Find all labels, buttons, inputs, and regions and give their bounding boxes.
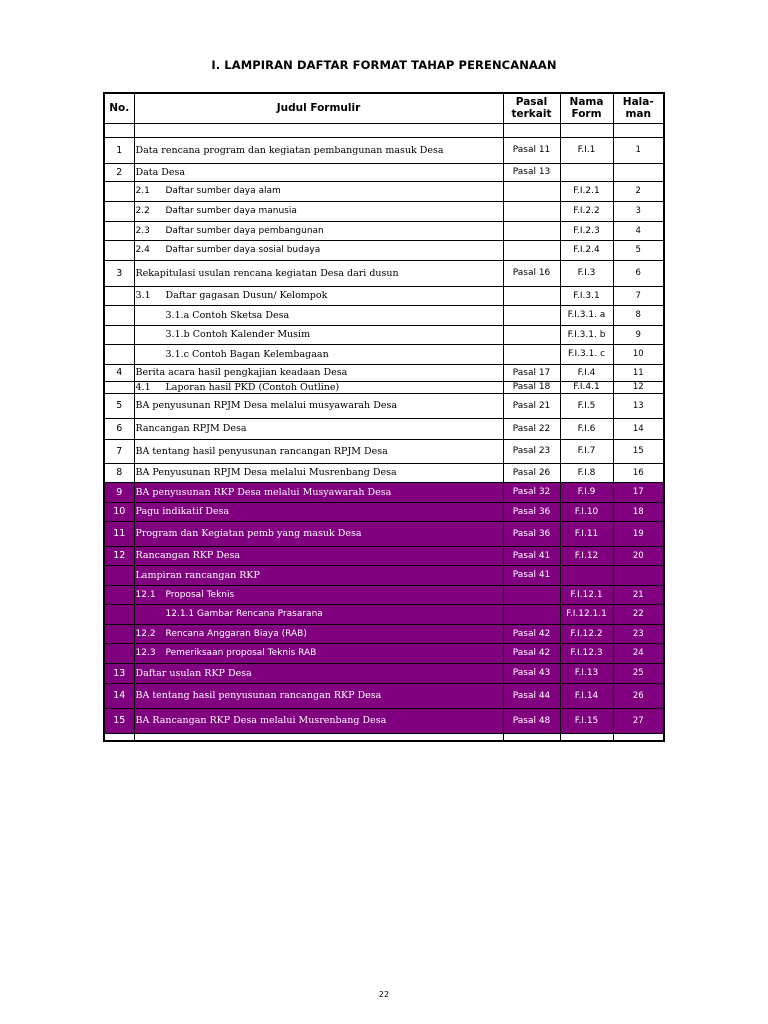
cell-nama-form: F.I.4: [560, 364, 613, 381]
cell-halaman: 6: [613, 260, 664, 286]
cell-pasal: Pasal 21: [503, 393, 560, 418]
cell-nama-form: F.I.12.1.1: [560, 604, 613, 624]
sub-number: 12.2: [135, 628, 156, 639]
cell-halaman: 2: [613, 181, 664, 201]
cell-judul: [134, 305, 503, 325]
cell-nama-form: F.I.7: [560, 439, 613, 463]
cell-halaman: 11: [613, 364, 664, 381]
table-row: [104, 683, 664, 708]
row-title: Pemeriksaan proposal Teknis RAB: [165, 648, 317, 658]
cell-halaman: 18: [613, 502, 664, 521]
cell-no: 10: [104, 502, 134, 521]
table-row: [104, 286, 664, 305]
header-no: No.: [104, 93, 134, 123]
cell-halaman: 23: [613, 624, 664, 643]
cell-nama-form: F.I.4.1: [560, 381, 613, 393]
cell-halaman: 16: [613, 463, 664, 482]
cell-no: 12: [104, 546, 134, 565]
table-row: [104, 624, 664, 643]
row-title: Data rencana program dan kegiatan pembangunan masuk Desa: [135, 144, 444, 156]
cell-pasal: [503, 201, 560, 221]
cell-judul: [134, 393, 503, 418]
table-row: [104, 325, 664, 344]
cell-pasal: [503, 325, 560, 344]
cell-pasal: [503, 240, 560, 260]
cell-halaman: 24: [613, 643, 664, 663]
cell-nama-form: F.I.12: [560, 546, 613, 565]
cell-judul: [134, 201, 503, 221]
cell-pasal: [503, 344, 560, 364]
cell-halaman: 25: [613, 663, 664, 683]
row-title: 3.1.c Contoh Bagan Kelembagaan: [165, 348, 329, 360]
cell-no: [104, 733, 134, 741]
cell-pasal: Pasal 17: [503, 364, 560, 381]
cell-nama-form: F.I.2.1: [560, 181, 613, 201]
cell-pasal: Pasal 42: [503, 624, 560, 643]
row-title: Data Desa: [135, 166, 186, 178]
cell-judul: [134, 482, 503, 502]
cell-nama-form: F.I.2.3: [560, 221, 613, 240]
cell-judul: [134, 221, 503, 240]
cell-pasal: [503, 286, 560, 305]
row-title: Pagu indikatif Desa: [135, 506, 230, 517]
table-row: [104, 521, 664, 546]
cell-pasal: Pasal 23: [503, 439, 560, 463]
cell-pasal: Pasal 41: [503, 565, 560, 585]
cell-halaman: 1: [613, 137, 664, 163]
cell-nama-form: F.I.1: [560, 137, 613, 163]
format-table: [103, 92, 665, 742]
cell-judul: [134, 585, 503, 604]
cell-halaman: 3: [613, 201, 664, 221]
cell-no: [104, 123, 134, 137]
cell-judul: [134, 502, 503, 521]
cell-judul: [134, 733, 503, 741]
row-title: BA Penyusunan RPJM Desa melalui Musrenbang Desa: [135, 467, 397, 478]
cell-halaman: 8: [613, 305, 664, 325]
cell-no: 6: [104, 418, 134, 439]
cell-no: 13: [104, 663, 134, 683]
cell-nama-form: F.I.9: [560, 482, 613, 502]
row-title: Lampiran rancangan RKP: [135, 569, 260, 581]
cell-pasal: [503, 181, 560, 201]
cell-pasal: Pasal 43: [503, 663, 560, 683]
cell-halaman: 5: [613, 240, 664, 260]
table-row: [104, 643, 664, 663]
page-title: I. LAMPIRAN DAFTAR FORMAT TAHAP PERENCANAAN: [211, 58, 557, 72]
table-row: [104, 240, 664, 260]
cell-no: [104, 325, 134, 344]
cell-pasal: Pasal 48: [503, 708, 560, 733]
table-row: [104, 733, 664, 741]
row-title: Rencana Anggaran Biaya (RAB): [165, 628, 307, 639]
cell-no: 15: [104, 708, 134, 733]
cell-nama-form: F.I.3: [560, 260, 613, 286]
cell-nama-form: F.I.10: [560, 502, 613, 521]
table-row: [104, 604, 664, 624]
cell-nama-form: F.I.8: [560, 463, 613, 482]
table-row: [104, 344, 664, 364]
cell-no: 4: [104, 364, 134, 381]
cell-no: [104, 624, 134, 643]
row-title: Daftar sumber daya pembangunan: [165, 225, 324, 236]
table-row: [104, 181, 664, 201]
cell-judul: [134, 683, 503, 708]
cell-judul: [134, 565, 503, 585]
table-row: [104, 439, 664, 463]
row-title: BA tentang hasil penyusunan rancangan RPJM Desa: [135, 445, 388, 457]
table-row: [104, 463, 664, 482]
table-row: [104, 663, 664, 683]
cell-pasal: Pasal 18: [503, 381, 560, 393]
cell-judul: [134, 344, 503, 364]
cell-nama-form: [560, 123, 613, 137]
table-row: [104, 502, 664, 521]
row-title: Program dan Kegiatan pemb yang masuk Desa: [135, 528, 362, 539]
cell-no: [104, 604, 134, 624]
cell-halaman: [613, 565, 664, 585]
cell-no: [104, 565, 134, 585]
cell-pasal: Pasal 22: [503, 418, 560, 439]
page-number: 22: [378, 990, 390, 999]
cell-no: [104, 201, 134, 221]
cell-judul: [134, 624, 503, 643]
header-nama-form: Nama Form: [560, 93, 613, 123]
cell-no: [104, 221, 134, 240]
cell-pasal: [503, 585, 560, 604]
cell-judul: [134, 240, 503, 260]
cell-halaman: 7: [613, 286, 664, 305]
cell-pasal: [503, 221, 560, 240]
cell-pasal: Pasal 36: [503, 521, 560, 546]
cell-judul: [134, 325, 503, 344]
table-row: [104, 546, 664, 565]
cell-no: [104, 181, 134, 201]
cell-judul: [134, 123, 503, 137]
table-row: [104, 364, 664, 381]
cell-nama-form: [560, 565, 613, 585]
cell-pasal: Pasal 16: [503, 260, 560, 286]
row-title: Daftar sumber daya sosial budaya: [165, 245, 321, 255]
row-title: Daftar gagasan Dusun/ Kelompok: [165, 290, 328, 301]
row-title: Rekapitulasi usulan rencana kegiatan Desa dari dusun: [135, 267, 399, 279]
cell-halaman: 19: [613, 521, 664, 546]
header-pasal: Pasal terkait: [503, 93, 560, 123]
row-title: 12.1.1 Gambar Rencana Prasarana: [165, 609, 323, 619]
header-judul: Judul Formulir: [134, 93, 503, 123]
row-title: BA tentang hasil penyusunan rancangan RKP Desa: [135, 690, 382, 701]
cell-judul: [134, 604, 503, 624]
cell-no: 7: [104, 439, 134, 463]
cell-no: 3: [104, 260, 134, 286]
cell-nama-form: F.I.13: [560, 663, 613, 683]
sub-number: 2.1: [135, 186, 150, 196]
cell-pasal: Pasal 32: [503, 482, 560, 502]
row-title: BA penyusunan RKP Desa melalui Musyawarah Desa: [135, 486, 392, 498]
cell-pasal: [503, 123, 560, 137]
cell-nama-form: F.I.3.1: [560, 286, 613, 305]
cell-pasal: Pasal 13: [503, 163, 560, 181]
cell-no: 1: [104, 137, 134, 163]
cell-judul: [134, 381, 503, 393]
row-title: Berita acara hasil pengkajian keadaan Desa: [135, 367, 348, 378]
cell-no: 5: [104, 393, 134, 418]
cell-halaman: 21: [613, 585, 664, 604]
row-title: Rancangan RKP Desa: [135, 550, 241, 561]
row-title: Rancangan RPJM Desa: [135, 423, 247, 434]
cell-judul: [134, 286, 503, 305]
sub-number: 4.1: [135, 381, 151, 393]
table-row: [104, 260, 664, 286]
cell-no: [104, 381, 134, 393]
cell-no: [104, 240, 134, 260]
cell-judul: [134, 418, 503, 439]
cell-pasal: Pasal 42: [503, 643, 560, 663]
cell-judul: [134, 521, 503, 546]
row-title: Daftar sumber daya manusia: [165, 206, 297, 216]
sub-number: 2.3: [135, 225, 150, 236]
cell-halaman: 17: [613, 482, 664, 502]
cell-halaman: 12: [613, 381, 664, 393]
cell-no: 8: [104, 463, 134, 482]
cell-pasal: Pasal 26: [503, 463, 560, 482]
cell-judul: [134, 439, 503, 463]
cell-pasal: Pasal 44: [503, 683, 560, 708]
sub-number: 2.4: [135, 245, 150, 255]
table-row: [104, 381, 664, 393]
cell-no: [104, 344, 134, 364]
cell-nama-form: F.I.12.2: [560, 624, 613, 643]
cell-no: [104, 286, 134, 305]
cell-pasal: [503, 305, 560, 325]
cell-halaman: 14: [613, 418, 664, 439]
cell-nama-form: F.I.2.4: [560, 240, 613, 260]
table-row: [104, 305, 664, 325]
row-title: Proposal Teknis: [165, 589, 235, 600]
cell-judul: [134, 546, 503, 565]
cell-pasal: [503, 733, 560, 741]
cell-pasal: Pasal 11: [503, 137, 560, 163]
row-title: 3.1.a Contoh Sketsa Desa: [165, 309, 290, 321]
cell-judul: [134, 463, 503, 482]
cell-halaman: 10: [613, 344, 664, 364]
cell-pasal: [503, 604, 560, 624]
cell-nama-form: F.I.12.3: [560, 643, 613, 663]
cell-no: 9: [104, 482, 134, 502]
cell-nama-form: [560, 733, 613, 741]
cell-nama-form: F.I.6: [560, 418, 613, 439]
cell-halaman: 26: [613, 683, 664, 708]
table-row: [104, 201, 664, 221]
cell-no: 11: [104, 521, 134, 546]
cell-nama-form: F.I.12.1: [560, 585, 613, 604]
table-row: [104, 163, 664, 181]
cell-judul: [134, 181, 503, 201]
table-row: [104, 482, 664, 502]
cell-nama-form: F.I.3.1. c: [560, 344, 613, 364]
row-title: Daftar sumber daya alam: [165, 186, 281, 196]
cell-no: 2: [104, 163, 134, 181]
cell-halaman: 22: [613, 604, 664, 624]
cell-judul: [134, 163, 503, 181]
cell-judul: [134, 643, 503, 663]
cell-halaman: 9: [613, 325, 664, 344]
cell-pasal: Pasal 41: [503, 546, 560, 565]
sub-number: 3.1: [135, 290, 151, 301]
cell-nama-form: F.I.3.1. b: [560, 325, 613, 344]
cell-nama-form: F.I.11: [560, 521, 613, 546]
cell-judul: [134, 708, 503, 733]
table-row: [104, 585, 664, 604]
row-title: BA penyusunan RPJM Desa melalui musyawarah Desa: [135, 400, 397, 411]
table-row: [104, 418, 664, 439]
cell-judul: [134, 663, 503, 683]
cell-no: [104, 305, 134, 325]
row-title: Laporan hasil PKD (Contoh Outline): [165, 381, 340, 393]
table-row: [104, 123, 664, 137]
cell-judul: [134, 364, 503, 381]
table-header-row: [104, 93, 664, 123]
table-row: [104, 708, 664, 733]
sub-number: 2.2: [135, 206, 150, 216]
cell-judul: [134, 260, 503, 286]
row-title: Daftar usulan RKP Desa: [135, 667, 252, 679]
row-title: BA Rancangan RKP Desa melalui Musrenbang Desa: [135, 715, 387, 726]
cell-halaman: [613, 733, 664, 741]
cell-nama-form: F.I.14: [560, 683, 613, 708]
table-row: [104, 393, 664, 418]
table-row: [104, 221, 664, 240]
cell-nama-form: F.I.3.1. a: [560, 305, 613, 325]
cell-no: [104, 585, 134, 604]
cell-no: [104, 643, 134, 663]
cell-halaman: 20: [613, 546, 664, 565]
row-title: 3.1.b Contoh Kalender Musim: [165, 329, 311, 340]
cell-halaman: 27: [613, 708, 664, 733]
cell-no: 14: [104, 683, 134, 708]
cell-halaman: 15: [613, 439, 664, 463]
sub-number: 12.1: [135, 589, 156, 600]
table-row: [104, 565, 664, 585]
cell-nama-form: [560, 163, 613, 181]
header-halaman: Hala- man: [613, 93, 664, 123]
cell-nama-form: F.I.5: [560, 393, 613, 418]
cell-nama-form: F.I.15: [560, 708, 613, 733]
cell-judul: [134, 137, 503, 163]
table-row: [104, 137, 664, 163]
cell-halaman: [613, 163, 664, 181]
cell-pasal: Pasal 36: [503, 502, 560, 521]
cell-nama-form: F.I.2.2: [560, 201, 613, 221]
cell-halaman: [613, 123, 664, 137]
cell-halaman: 13: [613, 393, 664, 418]
cell-halaman: 4: [613, 221, 664, 240]
sub-number: 12.3: [135, 648, 156, 658]
